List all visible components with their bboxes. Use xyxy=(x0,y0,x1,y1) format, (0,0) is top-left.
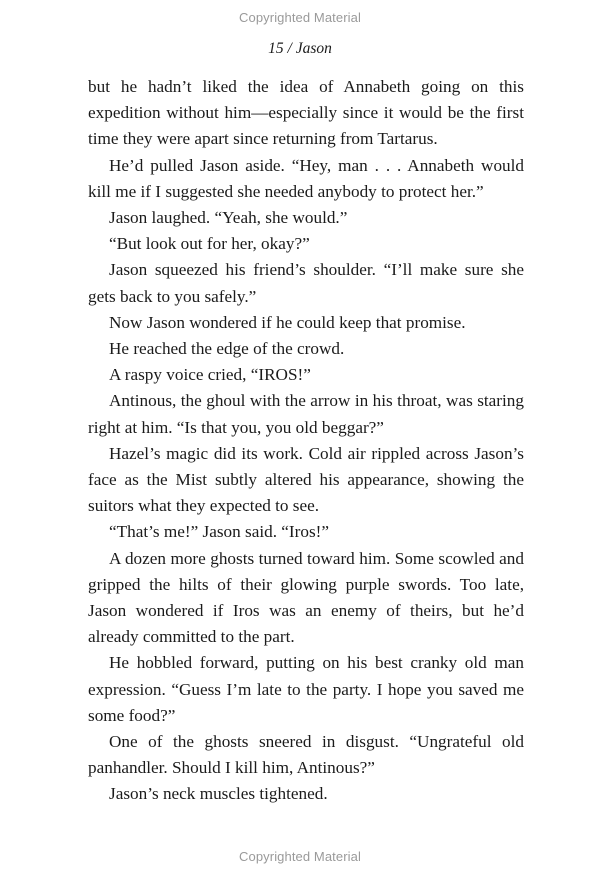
paragraph: but he hadn’t liked the idea of Annabeth going on this expedition without him—especially since it would be the first time they were apart since returning from Tartarus. xyxy=(88,77,524,149)
paragraph: Hazel’s magic did its work. Cold air rippled across Jason’s face as the Mist subtly altered his appearance, showing the suitors what they expected to see. xyxy=(88,443,524,516)
paragraph: A raspy voice cried, “IROS!” xyxy=(109,365,311,385)
running-head: 15 / Jason xyxy=(268,40,332,57)
paragraph: “But look out for her, okay?” xyxy=(109,234,310,254)
copyright-watermark-bottom: Copyrighted Material xyxy=(239,849,361,864)
paragraph: He’d pulled Jason aside. “Hey, man . . . Annabeth would kill me if I suggested she needed anybody to protect her.” xyxy=(88,155,524,201)
paragraph: Antinous, the ghoul with the arrow in his throat, was staring right at him. “Is that you, you old beggar?” xyxy=(88,391,524,437)
paragraph: He reached the edge of the crowd. xyxy=(109,339,345,359)
paragraph: One of the ghosts sneered in disgust. “Ungrateful old panhandler. Should I kill him, Antinous?” xyxy=(88,732,524,778)
paragraph: Now Jason wondered if he could keep that promise. xyxy=(109,312,466,332)
copyright-watermark-top: Copyrighted Material xyxy=(239,10,361,25)
paragraph: Jason’s neck muscles tightened. xyxy=(109,784,328,804)
paragraph: “That’s me!” Jason said. “Iros!” xyxy=(109,522,330,542)
paragraph: Jason laughed. “Yeah, she would.” xyxy=(109,208,348,228)
paragraph: A dozen more ghosts turned toward him. Some scowled and gripped the hilts of their glowing purple swords. Too late, Jason wondered if Iros was an enemy of theirs, but he’d already committed to the part. xyxy=(88,548,524,647)
paragraph: Jason squeezed his friend’s shoulder. “I’ll make sure she gets back to you safely.” xyxy=(88,260,524,306)
page-body xyxy=(88,74,524,808)
paragraph: He hobbled forward, putting on his best cranky old man expression. “Guess I’m late to the party. I hope you saved me some food?” xyxy=(88,653,524,725)
